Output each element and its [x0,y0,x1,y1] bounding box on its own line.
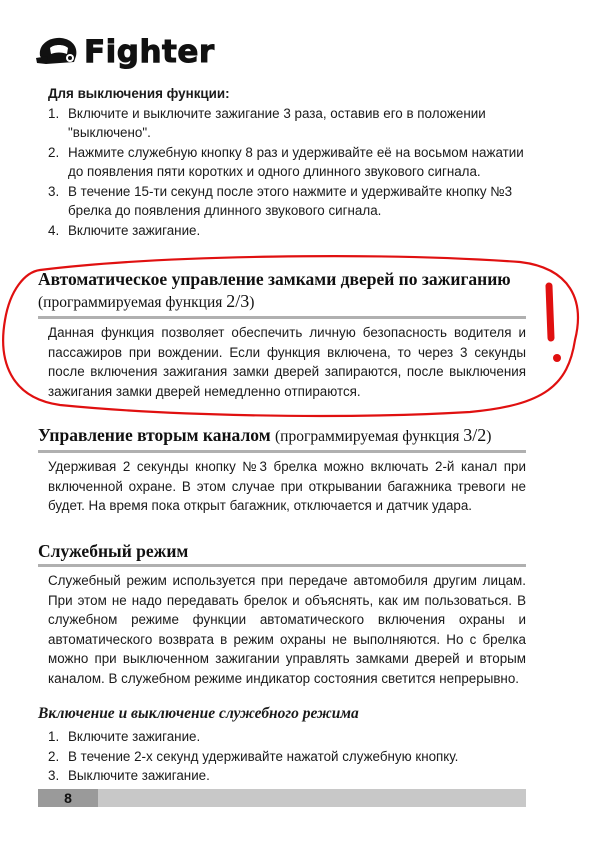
brand-name: Fighter [84,33,215,70]
list-item: 1. Включите и выключите зажигание 3 раза, оставив его в положении "выключено". [48,105,486,140]
subsection-heading: Включение и выключение служебного режима [38,705,359,722]
list-item: 2. В течение 2-х секунд удерживайте нажатой служебную кнопку. [48,748,459,764]
service-toggle-steps-list [48,727,526,786]
section-service-mode [38,540,526,688]
list-item: 2. Нажмите служебную кнопку 8 раз и удерживайте её на восьмом нажатии до появления пяти коротких и одного длинного звукового сигнала. [48,144,524,179]
section-heading: Автоматическое управление замками дверей по зажиганию (программируемая функция 2/3) [38,269,511,311]
section-heading: Служебный режим [38,541,189,561]
disable-instructions-title: Для выключения функции: [48,86,230,101]
red-mark-dot [553,354,561,362]
section-divider [38,564,526,567]
list-item: 3. В течение 15-ти секунд после этого нажмите и удерживайте кнопку №3 брелка до появления длинного звукового сигнала. [48,183,513,218]
red-mark-stroke [549,286,551,338]
section-divider [38,450,526,453]
disable-steps-list [48,104,526,241]
page-number: 8 [38,789,98,807]
section-auto-door-locks [38,268,526,401]
section-body: Служебный режим используется при передаче автомобиля другим лицам. При этом не надо передавать брелок и объяснять, как им пользоваться. В служебном режиме функции автоматического включения охраны и автоматического возврата в режим охраны не выполняются. Но с брелка можно при выключенном зажигании управлять замками дверей и вторым каналом. В служебном режиме индикатор состояния светится непрерывно. [48,573,526,686]
section-body: Удерживая 2 секунды кнопку №3 брелка можно включать 2-й канал при включенной охране. В этом случае при открывании багажника тревоги не будет. На время пока открыт багажник, отключается и датчик удара. [48,459,526,513]
section-body: Данная функция позволяет обеспечить личную безопасность водителя и пассажиров при вождении. Если функция включена, то через 3 секунды после включения зажигания замки дверей запираются, после выключения зажигания замки дверей немедленно отпираются. [48,325,526,399]
list-item: 3. Выключите зажигание. [48,768,210,783]
footer-bar [38,789,526,807]
section-second-channel [38,424,526,516]
section-divider [38,316,526,319]
disable-instructions [48,84,526,240]
service-mode-toggle [38,704,526,786]
section-heading: Управление вторым каналом (программируемая функция 3/2) [38,425,492,445]
list-item: 4. Включите зажигание. [48,222,201,238]
helmet-icon [34,34,82,70]
list-item: 1. Включите зажигание. [48,729,201,744]
brand-logo [34,32,215,72]
